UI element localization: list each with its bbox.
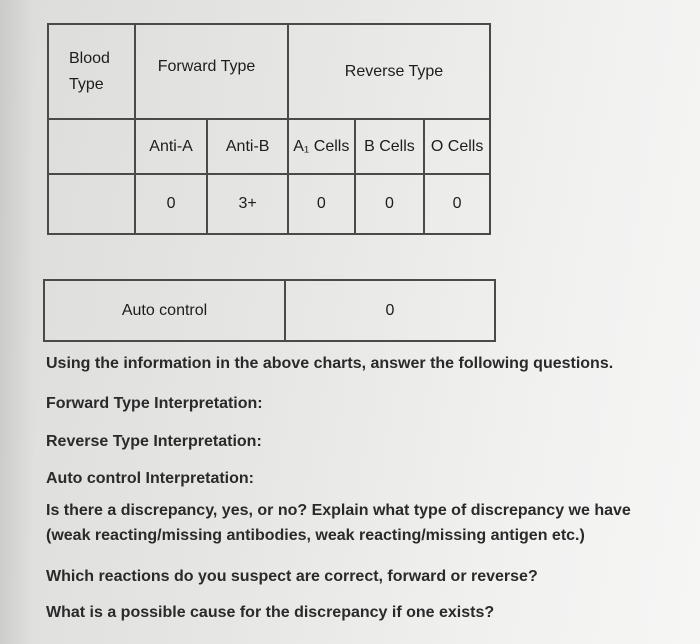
- auto-control-label: Auto control: [44, 280, 285, 341]
- page-shadow: [0, 0, 34, 644]
- result-anti-b: 3+: [207, 174, 288, 234]
- discrepancy-cause-question: What is a possible cause for the discrepancy if one exists?: [46, 604, 495, 621]
- auto-control-interpretation-question: Auto control Interpretation:: [46, 470, 254, 487]
- result-o-cells: 0: [424, 174, 490, 234]
- subheader-a1-cells: A₁ Cells: [288, 119, 355, 174]
- subheader-anti-a: Anti-A: [135, 119, 208, 174]
- blood-typing-table: [47, 23, 491, 235]
- blood-type-header: [48, 24, 135, 119]
- subheader-o-cells: O Cells: [424, 119, 490, 174]
- reverse-type-label: Reverse Type: [344, 62, 444, 80]
- forward-interpretation-question: Forward Type Interpretation:: [46, 395, 263, 412]
- instructions-text: Using the information in the above charts, answer the following questions.: [46, 355, 614, 372]
- subheader-empty-cell: [48, 119, 135, 174]
- result-b-cells: 0: [355, 174, 425, 234]
- blood-type-label: Blood Type: [69, 49, 110, 93]
- result-anti-a: 0: [135, 174, 208, 234]
- auto-control-table: [43, 279, 496, 342]
- result-a1-cells: 0: [288, 174, 355, 234]
- auto-control-value: 0: [285, 280, 495, 341]
- reverse-type-header: [288, 24, 490, 119]
- forward-type-header: [135, 24, 288, 119]
- forward-type-label: Forward Type: [157, 57, 256, 75]
- correct-reactions-question: Which reactions do you suspect are correct, forward or reverse?: [46, 568, 538, 585]
- discrepancy-question: Is there a discrepancy, yes, or no? Explain what type of discrepancy we have (weak reacting/missing antibodies, weak reacting/missing antigen etc.): [46, 502, 631, 544]
- subheader-anti-b: Anti-B: [207, 119, 288, 174]
- result-empty-cell: [48, 174, 135, 234]
- reverse-interpretation-question: Reverse Type Interpretation:: [46, 433, 262, 450]
- subheader-b-cells: B Cells: [355, 119, 425, 174]
